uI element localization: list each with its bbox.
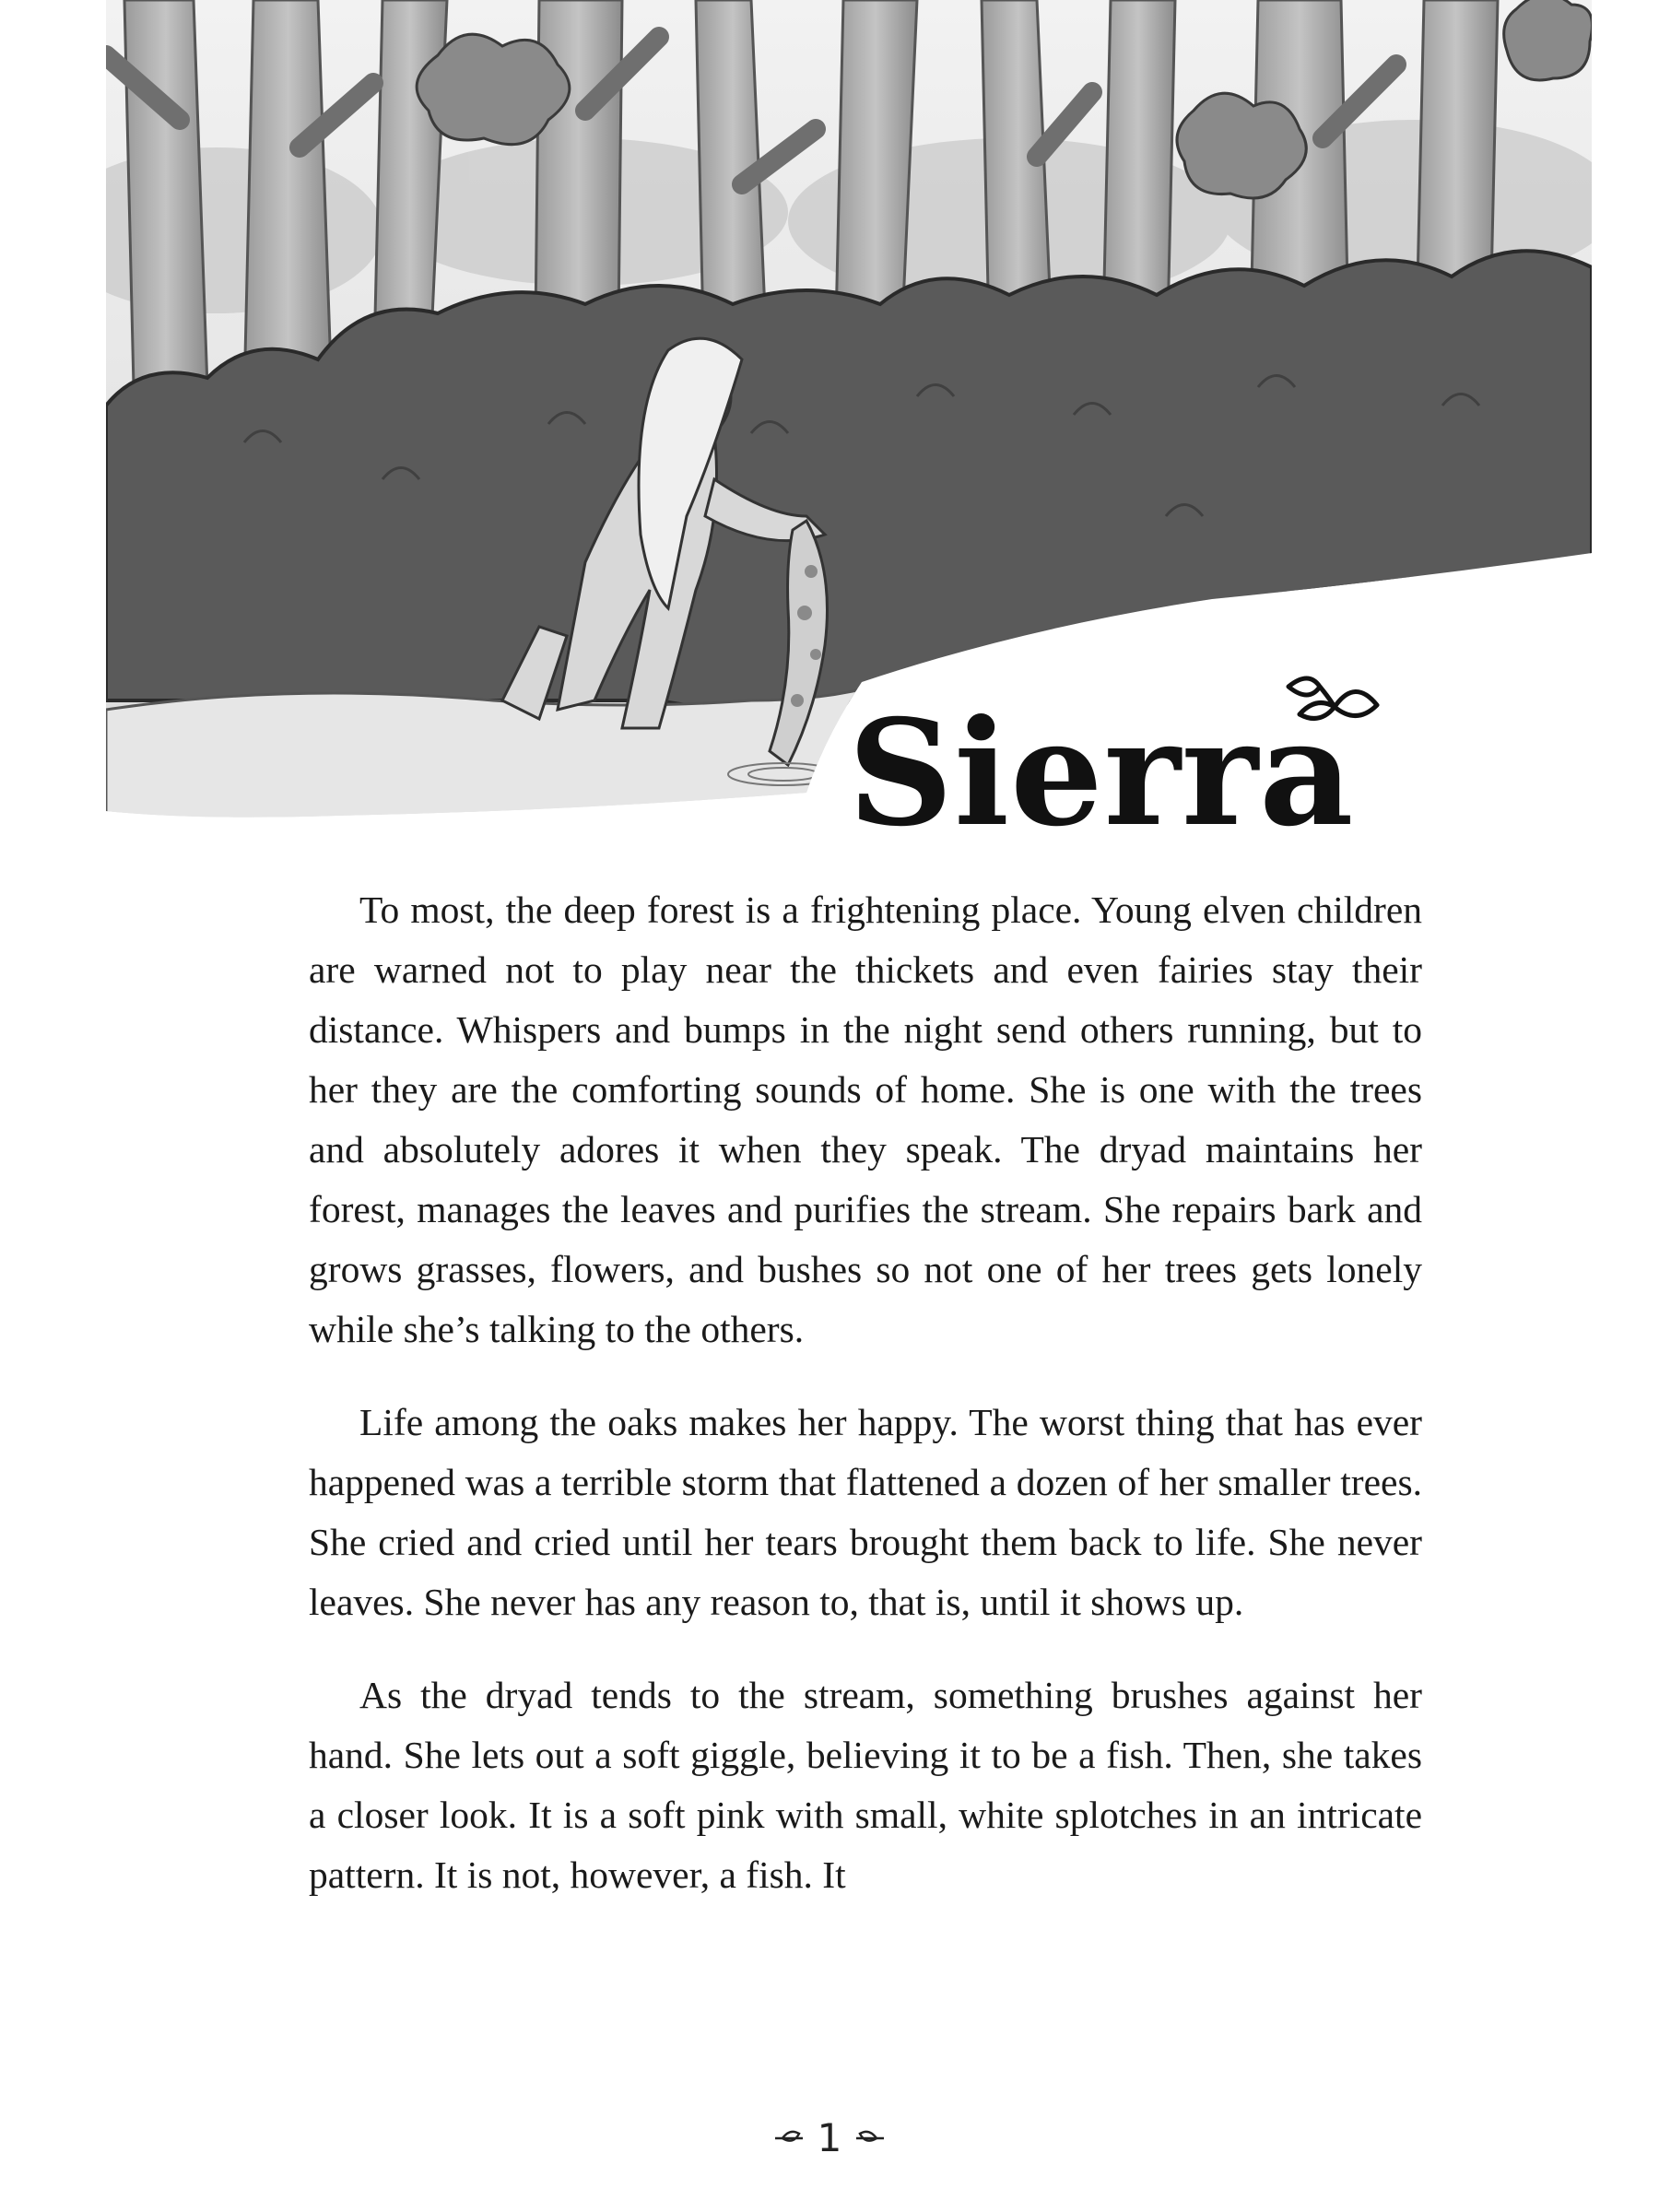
page-number: 1 — [817, 2115, 842, 2160]
chapter-title: Sierra — [848, 688, 1355, 859]
leaf-ornament-right-icon — [854, 2126, 886, 2150]
body-text — [309, 880, 1422, 1938]
page-footer — [0, 2111, 1659, 2166]
paragraph: As the dryad tends to the stream, something brushes against her hand. She lets out a soft giggle, believing it to be a fish. Then, she takes a closer look. It is a soft pink with small, white splotches in an intricate pattern. It is not, however, a fish. It — [309, 1674, 1422, 1896]
paragraph: Life among the oaks makes her happy. The worst thing that has ever happened was a terrible storm that flattened a dozen of her smaller trees. She cried and cried until her tears brought them back to life. She never leaves. She never has any reason to, that is, until it shows up. — [309, 1401, 1422, 1623]
leaf-ornament-left-icon — [773, 2126, 805, 2150]
leaf-ornament-icon — [1281, 668, 1382, 733]
paragraph: To most, the deep forest is a frightening place. Young elven children are warned not to play near the thickets and even fairies stay their distance. Whispers and bumps in the night send others running, but to her they are the comforting sounds of home. She is one with the trees and absolutely adores it when they speak. The dryad maintains her forest, manages the leaves and purifies the stream. She repairs bark and grows grasses, flowers, and bushes so not one of her trees gets lonely while she’s talking to the others. — [309, 888, 1422, 1350]
